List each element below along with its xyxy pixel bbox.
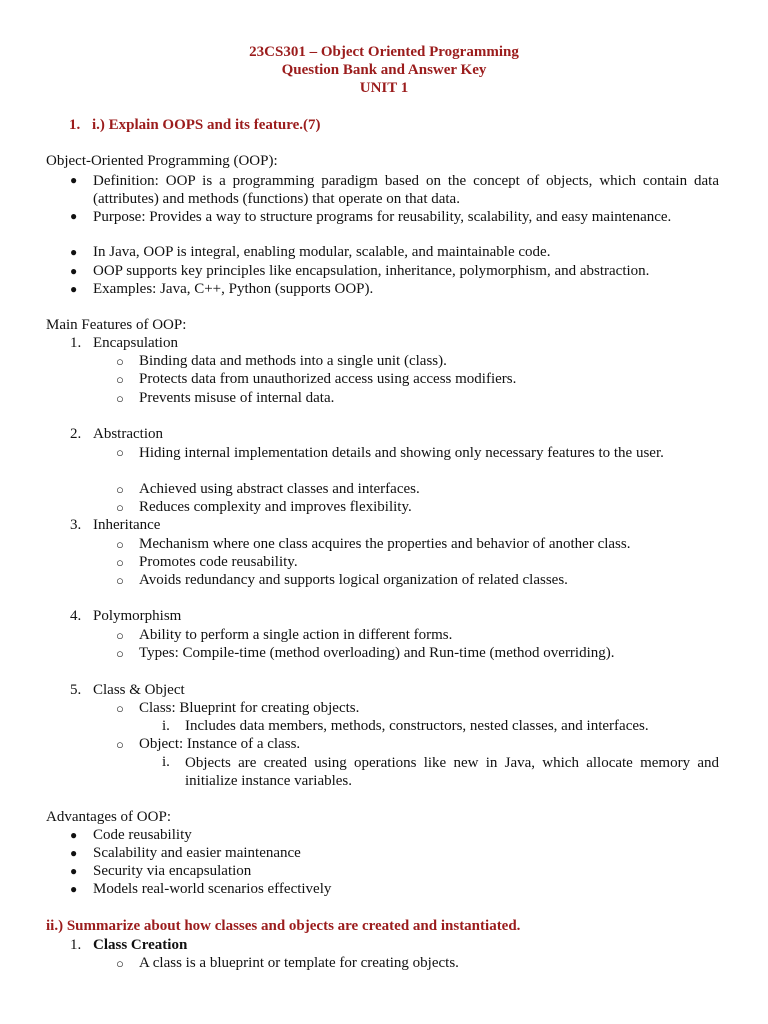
feature-number: 4. (70, 608, 82, 624)
circle-bullet-icon: ○ (116, 537, 124, 552)
inheritance-item: Promotes code reusability. (139, 554, 298, 570)
feature-class-object-title: Class & Object (93, 682, 185, 698)
feature-encapsulation-title: Encapsulation (93, 335, 178, 351)
object-sub-item: Objects are created using operations like new in Java, which allocate memory and initialize instance variables. (185, 755, 719, 789)
circle-bullet-icon: ○ (116, 391, 124, 406)
advantages-heading: Advantages of OOP: (46, 809, 171, 825)
question-1-title: i.) Explain OOPS and its feature.(7) (92, 117, 321, 133)
oop-heading: Object-Oriented Programming (OOP): (46, 153, 278, 169)
doc-subtitle: Question Bank and Answer Key (281, 62, 487, 78)
bullet-icon: ● (70, 846, 78, 860)
advantage-item: Scalability and easier maintenance (93, 845, 301, 861)
doc-title: 23CS301 – Object Oriented Programming (249, 44, 519, 60)
oop-bullet-principles: OOP supports key principles like encapsulation, inheritance, polymorphism, and abstraction. (93, 263, 650, 279)
bullet-icon: ● (70, 173, 78, 187)
unit-label: UNIT 1 (359, 80, 409, 96)
bullet-icon: ● (70, 264, 78, 278)
roman-numeral: i. (162, 718, 170, 734)
feature-polymorphism-title: Polymorphism (93, 608, 182, 624)
circle-bullet-icon: ○ (116, 354, 124, 369)
bullet-icon: ● (70, 828, 78, 842)
polymorphism-item: Types: Compile-time (method overloading) and Run-time (method overriding). (139, 645, 615, 661)
oop-bullet-java: In Java, OOP is integral, enabling modular, scalable, and maintainable code. (93, 244, 551, 260)
oop-bullet-examples: Examples: Java, C++, Python (supports OOP). (93, 281, 374, 297)
circle-bullet-icon: ○ (116, 555, 124, 570)
oop-bullet-purpose: Purpose: Provides a way to structure programs for reusability, scalability, and easy maintenance. (93, 209, 672, 225)
oop-bullet-definition: Definition: OOP is a programming paradigm based on the concept of objects, which contain data (attributes) and methods (functions) that operate on that data. (93, 173, 719, 207)
object-item: Object: Instance of a class. (139, 736, 301, 752)
encapsulation-item: Binding data and methods into a single unit (class). (139, 353, 447, 369)
bullet-icon: ● (70, 864, 78, 878)
bullet-icon: ● (70, 209, 78, 223)
class-creation-title: Class Creation (93, 937, 188, 953)
circle-bullet-icon: ○ (116, 646, 124, 661)
class-sub-item: Includes data members, methods, constructors, nested classes, and interfaces. (185, 718, 649, 734)
section-number: 1. (70, 937, 82, 953)
encapsulation-item: Protects data from unauthorized access using access modifiers. (139, 371, 517, 387)
circle-bullet-icon: ○ (116, 628, 124, 643)
circle-bullet-icon: ○ (116, 445, 124, 460)
advantage-item: Security via encapsulation (93, 863, 252, 879)
inheritance-item: Avoids redundancy and supports logical organization of related classes. (139, 572, 568, 588)
feature-number: 3. (70, 517, 82, 533)
class-creation-item: A class is a blueprint or template for creating objects. (139, 955, 459, 971)
circle-bullet-icon: ○ (116, 500, 124, 515)
bullet-icon: ● (70, 882, 78, 896)
bullet-icon: ● (70, 245, 78, 259)
question-1-number: 1. (69, 117, 81, 133)
feature-number: 2. (70, 426, 82, 442)
class-item: Class: Blueprint for creating objects. (139, 700, 360, 716)
question-2-title: ii.) Summarize about how classes and objects are created and instantiated. (46, 918, 521, 934)
circle-bullet-icon: ○ (116, 956, 124, 971)
bullet-icon: ● (70, 282, 78, 296)
abstraction-item: Achieved using abstract classes and interfaces. (139, 481, 420, 497)
advantage-item: Models real-world scenarios effectively (93, 881, 332, 897)
features-heading: Main Features of OOP: (46, 317, 187, 333)
polymorphism-item: Ability to perform a single action in different forms. (139, 627, 453, 643)
roman-numeral: i. (162, 754, 170, 770)
feature-abstraction-title: Abstraction (93, 426, 163, 442)
feature-number: 5. (70, 682, 82, 698)
circle-bullet-icon: ○ (116, 737, 124, 752)
feature-inheritance-title: Inheritance (93, 517, 161, 533)
feature-number: 1. (70, 335, 82, 351)
circle-bullet-icon: ○ (116, 701, 124, 716)
circle-bullet-icon: ○ (116, 573, 124, 588)
advantage-item: Code reusability (93, 827, 192, 843)
abstraction-item: Reduces complexity and improves flexibility. (139, 499, 412, 515)
circle-bullet-icon: ○ (116, 482, 124, 497)
circle-bullet-icon: ○ (116, 372, 124, 387)
abstraction-item: Hiding internal implementation details and showing only necessary features to the user. (139, 445, 664, 461)
encapsulation-item: Prevents misuse of internal data. (139, 390, 335, 406)
inheritance-item: Mechanism where one class acquires the properties and behavior of another class. (139, 536, 631, 552)
